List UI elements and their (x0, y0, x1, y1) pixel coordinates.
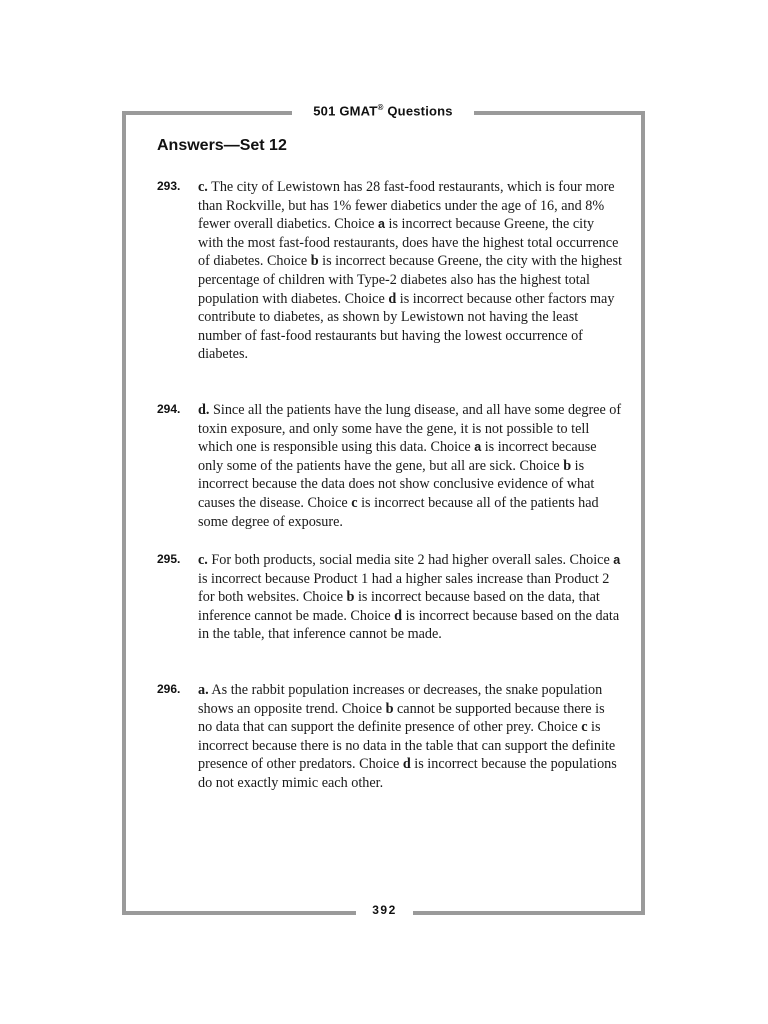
answer-number: 296. (157, 682, 181, 696)
choice-letter: d (394, 607, 403, 624)
answer-letter: c. (198, 552, 208, 568)
page-number: 392 (372, 903, 397, 917)
answer-text: cannot be supported because there is no data that can support the definite presence of other prey. Choice (198, 700, 605, 736)
answer-text: is incorrect because there is no data in the table that can support the definite presence of other predators. Choice (198, 719, 616, 773)
answer-text: As the rabbit population increases or decreases, the snake population shows an opposite trend. Choice (198, 682, 603, 717)
answer-letter: a. (198, 682, 209, 698)
answer-number: 295. (157, 552, 181, 566)
choice-letter: b (563, 457, 572, 474)
answer-text: is incorrect because Greene, the city with the highest percentage of children with Type-2 diabetes also has the highest total population with diabetes. Choice (198, 253, 622, 307)
header-book-suffix: Questions (383, 103, 453, 119)
answer-text: is incorrect because Greene, the city with the most fast-food restaurants, does have the highest total occurrence of diabetes. Choice (198, 216, 619, 270)
answer-text: Since all the patients have the lung disease, and all have some degree of toxin exposure, and only some have the gene, it is not possible to tell which one is responsible using this data. Choice (198, 402, 622, 456)
choice-letter: a (378, 217, 385, 232)
answer-text: is incorrect because only some of the patients have the gene, but all are sick. Choice (198, 439, 597, 474)
answer-body (198, 401, 622, 531)
answer-text: For both products, social media site 2 had higher overall sales. Choice (207, 552, 614, 568)
answer-body (198, 551, 622, 644)
choice-letter: d (388, 290, 397, 307)
answer-text: is incorrect because Product 1 had a higher sales increase than Product 2 for both websites. Choice (198, 570, 610, 606)
answer-body (198, 178, 622, 364)
choice-letter: c (351, 494, 358, 511)
section-title: Answers—Set 12 (157, 137, 287, 154)
answer-text: is incorrect because all of the patients had some degree of exposure. (198, 494, 599, 530)
answer-number: 294. (157, 402, 181, 416)
answer-letter: c. (198, 179, 208, 195)
answer-text: is incorrect because the populations do not exactly mimic each other. (198, 756, 617, 791)
choice-letter: b (310, 253, 319, 270)
choice-letter: b (385, 700, 394, 717)
answer-text: The city of Lewistown has 28 fast-food restaurants, which is four more than Rockville, but has 1% fewer diabetics under the age of 16, and 8% fewer overall diabetics. Choice (198, 179, 615, 233)
choice-letter: c (581, 719, 588, 736)
answer-text: is incorrect because based on the data, that inference cannot be made. Choice (198, 589, 600, 624)
registered-mark: ® (377, 103, 384, 112)
answer-letter: d. (198, 402, 210, 418)
page-frame-bottom-left (122, 911, 356, 915)
choice-letter: d (402, 756, 411, 773)
choice-letter: a (613, 553, 621, 567)
answer-text: is incorrect because based on the data in the table, that inference cannot be made. (198, 607, 620, 643)
page-frame-left (122, 111, 126, 915)
answer-text: is incorrect because other factors may contribute to diabetes, as shown by Lewistown not having the least number of fast-food restaurants but having the lowest occurrence of diabetes. (198, 290, 615, 363)
header-book-title: 501 GMAT (313, 103, 378, 119)
page-frame-right (641, 111, 645, 915)
page-frame-bottom-right (413, 911, 645, 915)
choice-letter: b (346, 589, 355, 606)
answer-number: 293. (157, 179, 181, 193)
page-frame-top-right (474, 111, 645, 115)
running-header (292, 103, 474, 118)
page-frame-top-left (122, 111, 292, 115)
choice-letter: a (474, 440, 482, 455)
answer-body (198, 681, 622, 793)
answer-text: is incorrect because the data does not show conclusive evidence of what causes the disease. Choice (198, 457, 595, 511)
